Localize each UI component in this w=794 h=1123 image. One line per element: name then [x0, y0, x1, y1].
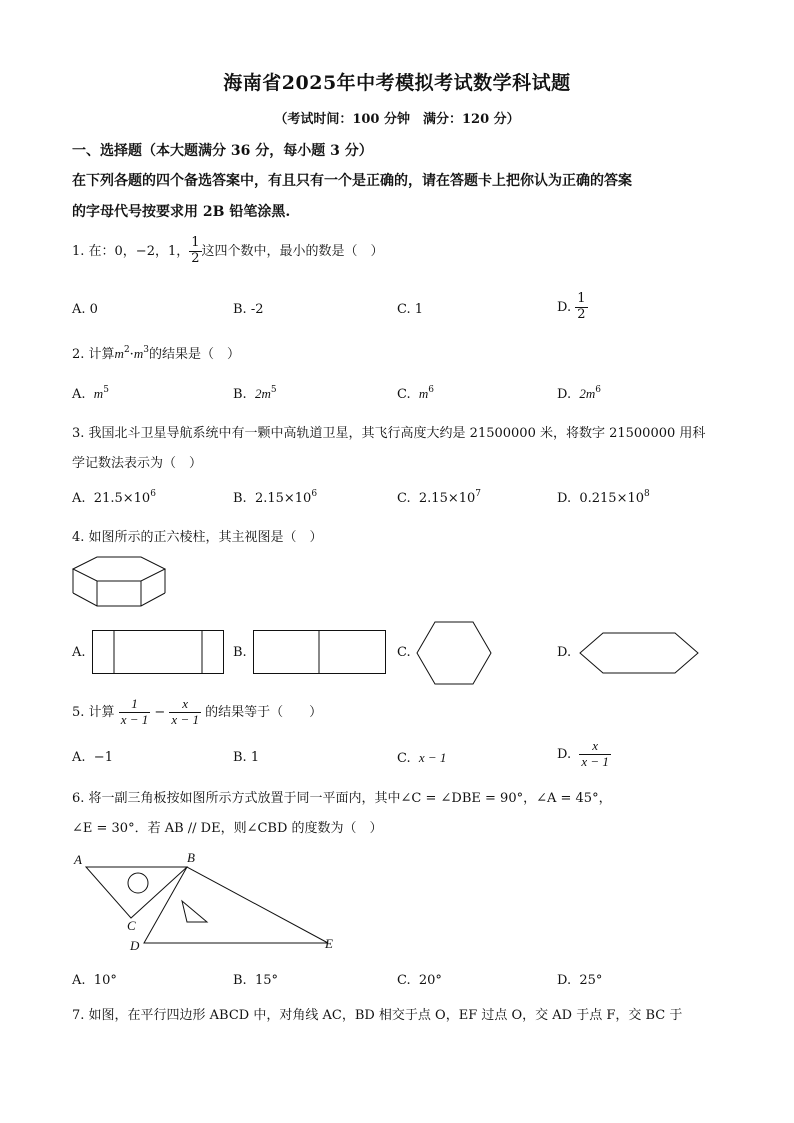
- question-4: 4. 如图所示的正六棱柱，其主视图是（ ）: [72, 530, 323, 545]
- q4-option-d-figure: [579, 632, 699, 674]
- question-3-line1: 3. 我国北斗卫星导航系统中有一颗中高轨道卫星，其飞行高度大约是 21500000 米，将数字 21500000 用科: [72, 426, 706, 441]
- q3-option-c: C. $2.15\times 10^7$: [397, 489, 482, 506]
- q4-option-d-label: D.: [557, 645, 572, 660]
- section-instruction-line1: 在下列各题的四个备选答案中，有且只有一个是正确的，请在答题卡上把你认为正确的答案: [72, 173, 632, 189]
- q1-fraction: $\frac{1}{2}$: [191, 235, 200, 266]
- page-subtitle: （考试时间：100 分钟 满分：120 分）: [274, 112, 520, 127]
- triangle-rulers-figure: [72, 850, 342, 955]
- question-5: 5. 计算 $\frac{1}{x - 1}$ − $\frac{x}{x - 1}$ 的结果等于（ ）: [72, 696, 323, 727]
- q2-option-d: D. $2m^6$: [557, 385, 601, 402]
- q4-option-a-figure: [92, 630, 224, 674]
- question-6-line2: ∠E = 30°．若 AB // DE，则∠CBD 的度数为（ ）: [72, 821, 383, 836]
- question-6-line1: 6. 将一副三角板按如图所示方式放置于同一平面内，其中∠C = ∠DBE = 90°，∠A = 45°，: [72, 791, 612, 806]
- q6-option-d: D. 25°: [557, 973, 603, 988]
- q6-option-a: A. 10°: [72, 973, 117, 988]
- label-d: D: [130, 938, 140, 953]
- section-instruction-line2: 的字母代号按要求用 2B 铅笔涂黑.: [72, 204, 291, 220]
- page-title: 海南省2025年中考模拟考试数学科试题: [223, 72, 571, 94]
- label-e: E: [325, 936, 333, 951]
- q2-option-a: A. $m^5$: [72, 385, 109, 402]
- q5-option-c: C. x − 1: [397, 750, 447, 766]
- section-heading: 一、选择题（本大题满分 36 分，每小题 3 分）: [72, 143, 373, 159]
- q1-suffix: 这四个数中，最小的数是（ ）: [201, 243, 384, 259]
- q3-option-a: A. $21.5\times 10^6$: [72, 489, 156, 506]
- q5-option-b: B. 1: [233, 750, 260, 765]
- q2-option-b: B. $2m^5$: [233, 385, 277, 402]
- q4-option-b-figure: [253, 630, 386, 674]
- q1-option-a: A. 0: [72, 302, 98, 317]
- question-3-line2: 学记数法表示为（ ）: [72, 456, 203, 471]
- q1-prefix: 1. 在：0，−2，1，: [72, 243, 190, 259]
- q5-option-a: A. −1: [72, 750, 113, 765]
- q3-option-b: B. $2.15\times 10^6$: [233, 489, 318, 506]
- q4-option-c-label: C.: [397, 645, 411, 660]
- q4-option-c-figure: [416, 621, 492, 685]
- q3-option-d: D. $0.215\times 10^8$: [557, 489, 650, 506]
- q1-option-c: C. 1: [397, 302, 424, 317]
- question-1: [72, 236, 384, 267]
- q6-option-b: B. 15°: [233, 973, 278, 988]
- label-b: B: [187, 850, 195, 865]
- q6-option-c: C. 20°: [397, 973, 442, 988]
- q1-option-d: D. $\frac{1}{2}$: [557, 291, 586, 322]
- q1-option-b: B. -2: [233, 302, 264, 317]
- label-a: A: [74, 852, 82, 867]
- label-c: C: [127, 918, 136, 933]
- question-7-line1: 7. 如图，在平行四边形 ABCD 中，对角线 AC，BD 相交于点 O，EF 过点 O，交 AD 于点 F，交 BC 于: [72, 1008, 683, 1023]
- q5-option-d: D. $\frac{x}{x - 1}$: [557, 738, 609, 769]
- q4-option-b-label: B.: [233, 645, 247, 660]
- hex-prism-figure: [72, 556, 167, 608]
- question-2: 2. 计算$m^2\cdot m^3$的结果是（ ）: [72, 345, 240, 362]
- q2-option-c: C. $m^6$: [397, 385, 435, 402]
- q4-option-a-label: A.: [72, 645, 86, 660]
